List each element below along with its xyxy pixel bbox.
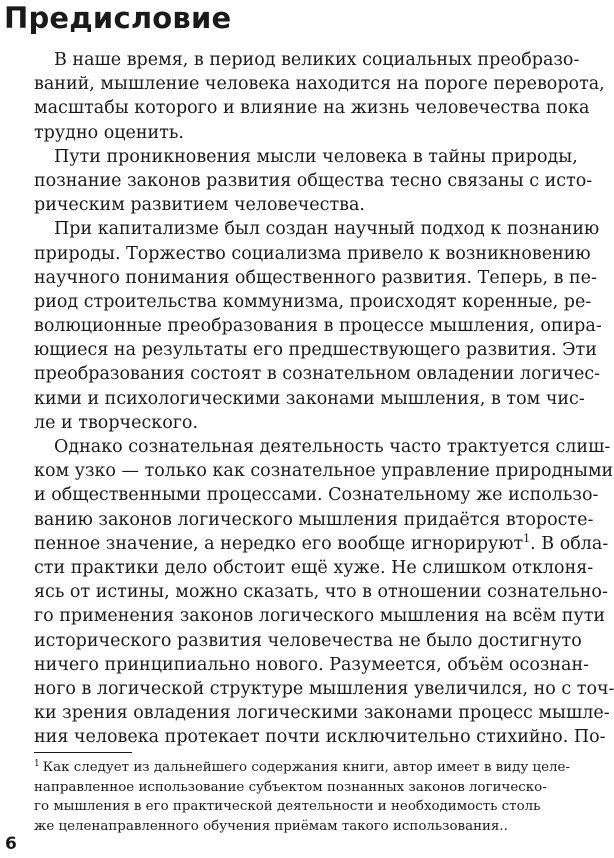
text-line: волюционные преобразования в процессе мышления, опира- [34,316,602,337]
text-line: ком узко — только как сознательное управление природными [34,461,614,482]
body-text [34,48,614,749]
footnote-line: же целенаправленного обучения приёмам такого использования.. [34,818,508,834]
footnote [34,758,570,836]
footnote-line [34,758,570,778]
text-line: трудно оценить. [34,122,184,143]
text-line: ваний, мышление человека находится на пороге переворота, [34,74,605,95]
text-line: сти практики дело обстоит ещё хуже. Не слишком отклоня- [34,557,594,578]
text-line: кими и психологическими законами мышления, в том чис- [34,388,585,409]
footnote-line: направленное использование субъектом познанных законов логическо- [34,779,547,795]
footnote-marker: 1 [34,758,40,769]
footnote-divider [34,752,132,753]
text-line: риод строительства коммунизма, происходят коренные, ре- [34,291,592,312]
text-line: масштабы которого и влияние на жизнь человечества пока [34,98,590,119]
footnote-reference[interactable]: 1 [523,531,531,545]
text-line: Однако сознательная деятельность часто трактуется слиш- [54,437,611,457]
text-line: ния человека протекает почти исключительно стихийно. По- [34,727,606,748]
text-line: рическим развитием человечества. [34,195,365,216]
text-line: познание законов развития общества тесно связаны с исто- [34,170,593,191]
text-line: научного понимания общественного развития. Теперь, в пе- [34,267,597,288]
text-line: В наше время, в период великих социальных преобразо- [54,50,580,70]
text-line: ного в логической структуре мышления увеличился, но с точ- [34,678,614,699]
text-line: ванию законов логического мышления придаётся второсте- [34,509,594,530]
text-line: и общественными процессами. Сознательному же использо- [34,485,599,506]
page-title: Предисловие [4,1,232,35]
text-line: го применения законов логического мышления на всём пути [34,606,606,627]
footnote-text: Как следует из дальнейшего содержания книги, автор имеет в виду целе- [42,760,570,775]
text-line: Пути проникновения мысли человека в тайны природы, [54,146,578,167]
text-line: При капитализме был создан научный подход к познанию [54,219,600,240]
text-line: преобразования состоят в сознательном овладении логичес- [34,364,601,385]
text-line: ничего принципиально нового. Разумеется, объём осознан- [34,654,590,675]
text-line: ющиеся на результаты его предшествующего развития. Эти [34,340,597,361]
footnote-line: го мышления в его практической деятельности и необходимость столь [34,799,541,814]
text-line: ясь от истины, можно сказать, что в отношении сознательно- [34,582,608,603]
text-line: ле и творческого. [34,412,199,433]
text-line: исторического развития человечества не было достигнуто [34,630,582,651]
text-line: ки зрения овладения логическими законами процесс мышле- [34,703,610,724]
text-line: природы. Торжество социализма привело к возникновению [34,243,591,264]
text-line-with-footnote: пенное значение, а нередко его вообще игнорируют$^1$. В обла- [34,531,609,554]
page-number: 6 [5,834,17,854]
text-fragment: В обла- [541,533,609,554]
text-fragment: пенное значение, а нередко его вообще игнорируют [34,533,524,554]
